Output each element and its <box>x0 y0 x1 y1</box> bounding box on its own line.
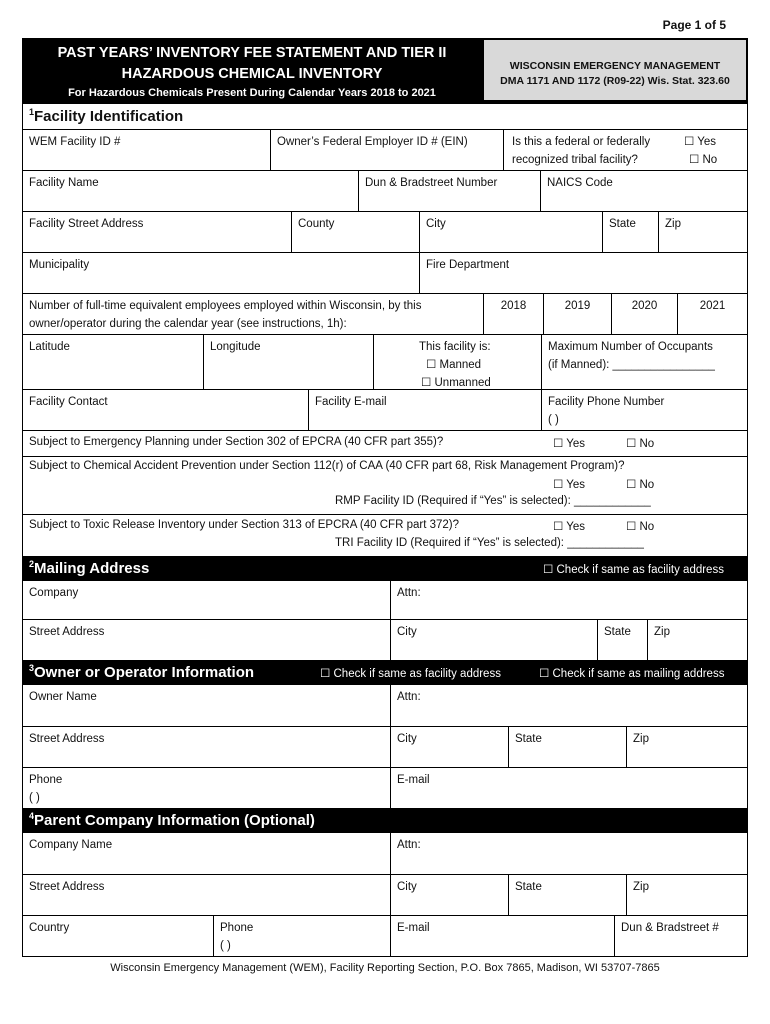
parent-phone-field[interactable]: Phone ( ) <box>213 916 390 956</box>
facility-contact-field[interactable]: Facility Contact <box>29 396 108 408</box>
form-header <box>22 38 748 104</box>
parent-company-field[interactable]: Company Name <box>29 839 113 851</box>
form-title: PAST YEARS’ INVENTORY FEE STATEMENT AND TIER II HAZARDOUS CHEMICAL INVENTORY <box>57 45 447 82</box>
page-number: Page 1 of 5 <box>662 18 726 32</box>
caa-112r-no-checkbox[interactable]: ☐ No <box>626 479 655 491</box>
facility-name-field[interactable]: Facility Name <box>29 177 99 189</box>
wem-facility-id-field[interactable]: WEM Facility ID # <box>29 136 121 148</box>
owner-zip-field[interactable]: Zip <box>626 727 747 767</box>
naics-field[interactable]: NAICS Code <box>540 171 747 211</box>
facility-email-field[interactable]: Facility E-mail <box>308 390 541 430</box>
parent-city-field[interactable]: City <box>390 875 508 915</box>
owner-phone-field[interactable]: Phone ( ) <box>29 774 63 804</box>
mailing-zip-field[interactable]: Zip <box>647 620 747 660</box>
longitude-field[interactable]: Longitude <box>203 335 373 389</box>
county-field[interactable]: County <box>291 212 419 252</box>
section-2-header: $^2$Mailing Address ☐ Check if same as facility address <box>23 556 747 581</box>
owner-same-as-facility-checkbox[interactable]: ☐ Check if same as facility address <box>320 668 501 680</box>
parent-state-field[interactable]: State <box>508 875 626 915</box>
tribal-no-checkbox[interactable]: ☐ No <box>689 154 718 166</box>
mailing-street-field[interactable]: Street Address <box>29 626 105 638</box>
rmp-facility-id-field[interactable]: RMP Facility ID (Required if “Yes” is selected): ____________ <box>335 495 651 507</box>
owner-street-field[interactable]: Street Address <box>29 733 105 745</box>
agency-box: WISCONSIN EMERGENCY MANAGEMENT DMA 1171 AND 1172 (R09-22) Wis. Stat. 323.60 <box>484 40 746 100</box>
epcra-313-no-checkbox[interactable]: ☐ No <box>626 521 655 533</box>
section-1-header: $^1$Facility Identification <box>29 107 184 125</box>
owner-city-field[interactable]: City <box>390 727 508 767</box>
municipality-field[interactable]: Municipality <box>29 259 90 271</box>
tribal-yes-checkbox[interactable]: ☐ Yes <box>684 136 717 148</box>
owner-name-field[interactable]: Owner Name <box>29 691 97 703</box>
max-occupants-field[interactable]: Maximum Number of Occupants (if Manned): ________________ <box>541 335 747 389</box>
caa-112r-yes-checkbox[interactable]: ☐ Yes <box>553 479 586 491</box>
parent-email-field[interactable]: E-mail <box>390 916 614 956</box>
facility-phone-field[interactable]: Facility Phone Number ( ) <box>541 390 747 430</box>
fte-2020-field[interactable]: 2020 <box>611 294 677 334</box>
ein-field[interactable]: Owner’s Federal Employer ID # (EIN) <box>270 130 503 170</box>
parent-street-field[interactable]: Street Address <box>29 881 105 893</box>
fire-department-field[interactable]: Fire Department <box>419 253 747 293</box>
state-field[interactable]: State <box>602 212 658 252</box>
parent-duns-field[interactable]: Dun & Bradstreet # <box>614 916 747 956</box>
owner-email-field[interactable]: E-mail <box>390 768 747 808</box>
tribal-facility-field: Is this a federal or federally recognized tribal facility? ☐ Yes ☐ No <box>503 130 747 170</box>
section-facility-identification <box>22 104 748 957</box>
form-subtitle: For Hazardous Chemicals Present During Calendar Years 2018 to 2021 <box>68 87 436 99</box>
duns-field[interactable]: Dun & Bradstreet Number <box>358 171 540 211</box>
city-field[interactable]: City <box>419 212 602 252</box>
manned-status-field: This facility is: ☐ Manned ☐ Unmanned <box>373 335 541 389</box>
fte-label: Number of full-time equivalent employees employed within Wisconsin, by this owner/operator during the calendar year (see instructions, 1h): <box>29 300 422 330</box>
section-4-header: $^4$Parent Company Information (Optional) <box>23 808 747 833</box>
parent-country-field[interactable]: Country <box>29 922 70 934</box>
mailing-city-field[interactable]: City <box>390 620 597 660</box>
fte-2021-field[interactable]: 2021 <box>677 294 747 334</box>
epcra-302-row: Subject to Emergency Planning under Section 302 of EPCRA (40 CFR part 355)? ☐ Yes ☐ No <box>23 430 747 456</box>
fte-2018-field[interactable]: 2018 <box>483 294 543 334</box>
owner-attn-field[interactable]: Attn: <box>390 685 747 726</box>
epcra-302-no-checkbox[interactable]: ☐ No <box>626 438 655 450</box>
owner-same-as-mailing-checkbox[interactable]: ☐ Check if same as mailing address <box>539 668 725 680</box>
caa-112r-row: Subject to Chemical Accident Prevention under Section 112(r) of CAA (40 CFR part 68, Risk Management Program)? ☐ Yes ☐ No RMP Facility ID (Required if “Yes” is selected): ____________ <box>23 456 747 514</box>
manned-checkbox[interactable]: ☐ Manned <box>426 359 482 371</box>
mailing-state-field[interactable]: State <box>597 620 647 660</box>
parent-attn-field[interactable]: Attn: <box>390 833 747 874</box>
mailing-company-field[interactable]: Company <box>29 587 79 599</box>
tri-facility-id-field[interactable]: TRI Facility ID (Required if “Yes” is selected): ____________ <box>335 537 644 549</box>
epcra-313-yes-checkbox[interactable]: ☐ Yes <box>553 521 586 533</box>
footer-address: Wisconsin Emergency Management (WEM), Facility Reporting Section, P.O. Box 7865, Madison, WI 53707-7865 <box>110 962 660 974</box>
latitude-field[interactable]: Latitude <box>29 341 70 353</box>
section-3-header: $^3$Owner or Operator Information ☐ Check if same as facility address ☐ Check if same as mailing address <box>23 660 747 685</box>
parent-zip-field[interactable]: Zip <box>626 875 747 915</box>
facility-street-field[interactable]: Facility Street Address <box>29 218 144 230</box>
mailing-attn-field[interactable]: Attn: <box>390 581 747 619</box>
epcra-313-row: Subject to Toxic Release Inventory under Section 313 of EPCRA (40 CFR part 372)? ☐ Yes ☐ No TRI Facility ID (Required if “Yes” is selected): ____________ <box>23 514 747 556</box>
mailing-same-as-facility-checkbox[interactable]: ☐ Check if same as facility address <box>543 564 724 576</box>
zip-field[interactable]: Zip <box>658 212 747 252</box>
unmanned-checkbox[interactable]: ☐ Unmanned <box>421 377 491 389</box>
epcra-302-yes-checkbox[interactable]: ☐ Yes <box>553 438 586 450</box>
owner-state-field[interactable]: State <box>508 727 626 767</box>
fte-2019-field[interactable]: 2019 <box>543 294 611 334</box>
